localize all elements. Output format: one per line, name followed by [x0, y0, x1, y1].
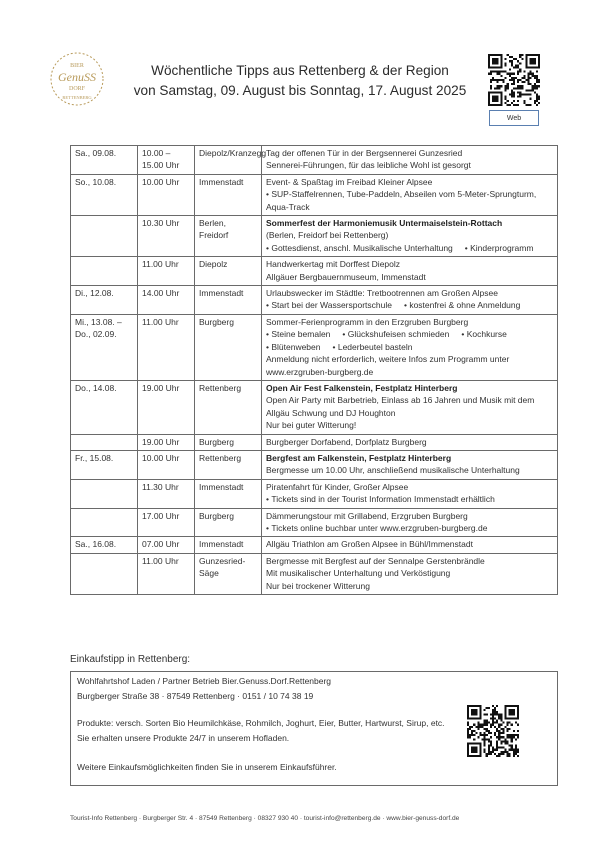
event-row: [71, 537, 558, 553]
event-title: Burgberger Dorfabend, Dorfplatz Burgberg: [266, 436, 427, 447]
event-place: Burgberg: [195, 508, 262, 537]
event-time: 11.00 Uhr: [138, 314, 195, 380]
event-description: [262, 380, 558, 434]
shop-products: Produkte: versch. Sorten Bio Heumilchkäse, Rohmilch, Joghurt, Eier, Butter, Hartwurst, Sirup, etc.: [77, 718, 445, 728]
event-row: [71, 434, 558, 450]
event-row: [71, 479, 558, 508]
event-date: [71, 553, 138, 594]
event-bullet: • Blütenweben: [266, 341, 321, 353]
event-detail: www.erzgruben-burgberg.de: [266, 366, 374, 377]
event-place: Immenstadt: [195, 479, 262, 508]
event-description: [262, 314, 558, 380]
event-title: Sommerfest der Harmoniemusik Untermaiselstein-Rottach: [266, 218, 503, 229]
event-row: [71, 286, 558, 315]
event-time: 19.00 Uhr: [138, 380, 195, 434]
event-title: Sommer-Ferienprogramm in den Erzgruben Burgberg: [266, 316, 469, 327]
event-title: Bergmesse mit Bergfest auf der Sennalpe Gerstenbrändle: [266, 555, 485, 566]
event-bullets: [266, 328, 553, 353]
event-description: [262, 434, 558, 450]
event-detail: Anmeldung nicht erforderlich, weitere Infos zum Programm unter: [266, 354, 510, 365]
event-bullet: • Kochkurse: [461, 328, 507, 340]
event-description: [262, 450, 558, 479]
event-detail: Allgäu Schwung und DJ Houghton: [266, 407, 396, 418]
event-title: Bergfest am Falkenstein, Festplatz Hinterberg: [266, 452, 452, 463]
event-description: [262, 553, 558, 594]
event-description: [262, 216, 558, 257]
event-time: 11.00 Uhr: [138, 553, 195, 594]
title-line-1: Wöchentliche Tipps aus Rettenberg & der Region: [151, 63, 449, 78]
event-time: 10.00 Uhr: [138, 450, 195, 479]
event-row: [71, 257, 558, 286]
shop-address: Burgberger Straße 38 · 87549 Rettenberg · 0151 / 10 74 38 19: [77, 691, 314, 701]
event-bullet: • Lederbeutel basteln: [333, 341, 413, 353]
footer-contact: Tourist-Info Rettenberg · Burgberger Str. 4 · 87549 Rettenberg · 08327 930 40 · tourist-info@rettenberg.de · www.bier-genuss-dorf.de: [70, 815, 460, 822]
event-time: 07.00 Uhr: [138, 537, 195, 553]
event-date: Sa., 09.08.: [71, 146, 138, 175]
event-time: 10.30 Uhr: [138, 216, 195, 257]
event-detail: Nur bei guter Witterung!: [266, 420, 357, 431]
event-bullet: • SUP-Staffelrennen, Tube-Paddeln, Abseilen vom 5-Meter-Sprungturm, Aqua-Track: [266, 188, 541, 213]
event-place: Diepolz: [195, 257, 262, 286]
event-row: [71, 174, 558, 215]
event-bullet: • Tickets sind in der Tourist Information Immenstadt erhältlich: [266, 493, 495, 505]
event-place: Immenstadt: [195, 286, 262, 315]
event-title: Tag der offenen Tür in der Bergsennerei Gunzesried: [266, 148, 463, 158]
event-time: 10.00 – 15.00 Uhr: [138, 146, 195, 175]
shop-hours: Sie erhalten unsere Produkte 24/7 in unserem Hofladen.: [77, 733, 290, 743]
event-bullets: [266, 299, 553, 311]
event-bullet: • Gottesdienst, anschl. Musikalische Unterhaltung: [266, 242, 453, 254]
event-detail: Open Air Party mit Barbetrieb, Einlass ab 16 Jahren und Musik mit dem: [266, 395, 535, 406]
event-title: Open Air Fest Falkenstein, Festplatz Hinterberg: [266, 382, 458, 393]
event-title: Piratenfahrt für Kinder, Großer Alpsee: [266, 481, 409, 492]
logo-sub-text: DORF: [68, 86, 86, 92]
event-row: [71, 508, 558, 537]
event-place: Gunzesried-Säge: [195, 553, 262, 594]
event-bullets: [266, 493, 553, 505]
event-bullet: • Steine bemalen: [266, 328, 330, 340]
event-title: Dämmerungstour mit Grillabend, Erzgruben Burgberg: [266, 510, 468, 521]
event-place: Immenstadt: [195, 537, 262, 553]
event-detail: (Berlen, Freidorf bei Rettenberg): [266, 230, 389, 241]
event-detail: Mit musikalischer Unterhaltung und Verköstigung: [266, 568, 451, 579]
event-time: 19.00 Uhr: [138, 434, 195, 450]
event-date: [71, 434, 138, 450]
event-place: Diepolz/Kranzegg: [195, 146, 262, 175]
qr-code-icon[interactable]: [467, 705, 519, 757]
event-date: Fr., 15.08.: [71, 450, 138, 479]
logo-bottom-text: RETTENBERG: [62, 95, 92, 100]
event-date: [71, 257, 138, 286]
event-time: 11.00 Uhr: [138, 257, 195, 286]
event-place: Immenstadt: [195, 174, 262, 215]
events-table: [70, 145, 558, 595]
event-bullets: [266, 522, 553, 534]
event-bullets: [266, 188, 553, 213]
event-date: [71, 216, 138, 257]
event-time: 17.00 Uhr: [138, 508, 195, 537]
shop-more-info: Weitere Einkaufsmöglichkeiten finden Sie in unserem Einkaufsführer.: [77, 762, 337, 772]
shop-heading: Einkaufstipp in Rettenberg:: [70, 654, 191, 665]
event-place: Burgberg: [195, 314, 262, 380]
event-detail: Nur bei trockener Witterung: [266, 580, 370, 591]
event-row: [71, 553, 558, 594]
event-time: 14.00 Uhr: [138, 286, 195, 315]
event-date: So., 10.08.: [71, 174, 138, 215]
event-date: Do., 14.08.: [71, 380, 138, 434]
event-title: Event- & Spaßtag im Freibad Kleiner Alpsee: [266, 176, 433, 187]
event-detail: Sennerei-Führungen, für das leibliche Wohl ist gesorgt: [266, 160, 471, 171]
bier-genuss-dorf-logo: [46, 50, 108, 108]
event-date: Sa., 16.08.: [71, 537, 138, 553]
qr-code-icon[interactable]: [488, 54, 540, 106]
event-title: Handwerkertag mit Dorffest Diepolz: [266, 259, 401, 270]
event-date: [71, 479, 138, 508]
event-row: [71, 450, 558, 479]
event-bullets: [266, 242, 553, 254]
event-row: [71, 146, 558, 175]
web-button-label: Web: [506, 114, 522, 122]
page-title: [110, 61, 490, 101]
title-line-2: von Samstag, 09. August bis Sonntag, 17. August 2025: [133, 83, 467, 98]
event-description: [262, 174, 558, 215]
event-row: [71, 216, 558, 257]
web-button[interactable]: [489, 110, 539, 126]
event-date: Di., 12.08.: [71, 286, 138, 315]
logo-top-text: BIER: [70, 63, 84, 69]
event-time: 11.30 Uhr: [138, 479, 195, 508]
shop-box: [70, 671, 558, 786]
event-description: [262, 146, 558, 175]
event-place: Rettenberg: [195, 380, 262, 434]
event-bullet: • Tickets online buchbar unter www.erzgruben-burgberg.de: [266, 522, 487, 534]
event-row: [71, 380, 558, 434]
event-date: [71, 508, 138, 537]
event-description: [262, 508, 558, 537]
event-bullet: • Start bei der Wassersportschule: [266, 299, 392, 311]
event-description: [262, 257, 558, 286]
event-place: Berlen, Freidorf: [195, 216, 262, 257]
event-description: [262, 479, 558, 508]
event-description: [262, 286, 558, 315]
event-place: Rettenberg: [195, 450, 262, 479]
event-detail: Bergmesse um 10.00 Uhr, anschließend musikalische Unterhaltung: [266, 465, 520, 476]
event-date: Mi., 13.08. – Do., 02.09.: [71, 314, 138, 380]
event-time: 10.00 Uhr: [138, 174, 195, 215]
event-row: [71, 314, 558, 380]
event-detail: Allgäuer Bergbauernmuseum, Immenstadt: [266, 271, 426, 282]
event-bullet: • Glückshufeisen schmieden: [342, 328, 449, 340]
event-title: Urlaubswecker im Städtle: Tretbootrennen am Großen Alpsee: [266, 288, 498, 299]
event-place: Burgberg: [195, 434, 262, 450]
shop-name: Wohlfahrtshof Laden / Partner Betrieb Bier.Genuss.Dorf.Rettenberg: [77, 676, 332, 686]
event-bullet: • kostenfrei & ohne Anmeldung: [404, 299, 520, 311]
event-title: Allgäu Triathlon am Großen Alpsee in Bühl/Immenstadt: [266, 539, 473, 550]
event-bullet: • Kinderprogramm: [465, 242, 534, 254]
event-description: [262, 537, 558, 553]
logo-main-text: GenuSS: [58, 70, 96, 84]
